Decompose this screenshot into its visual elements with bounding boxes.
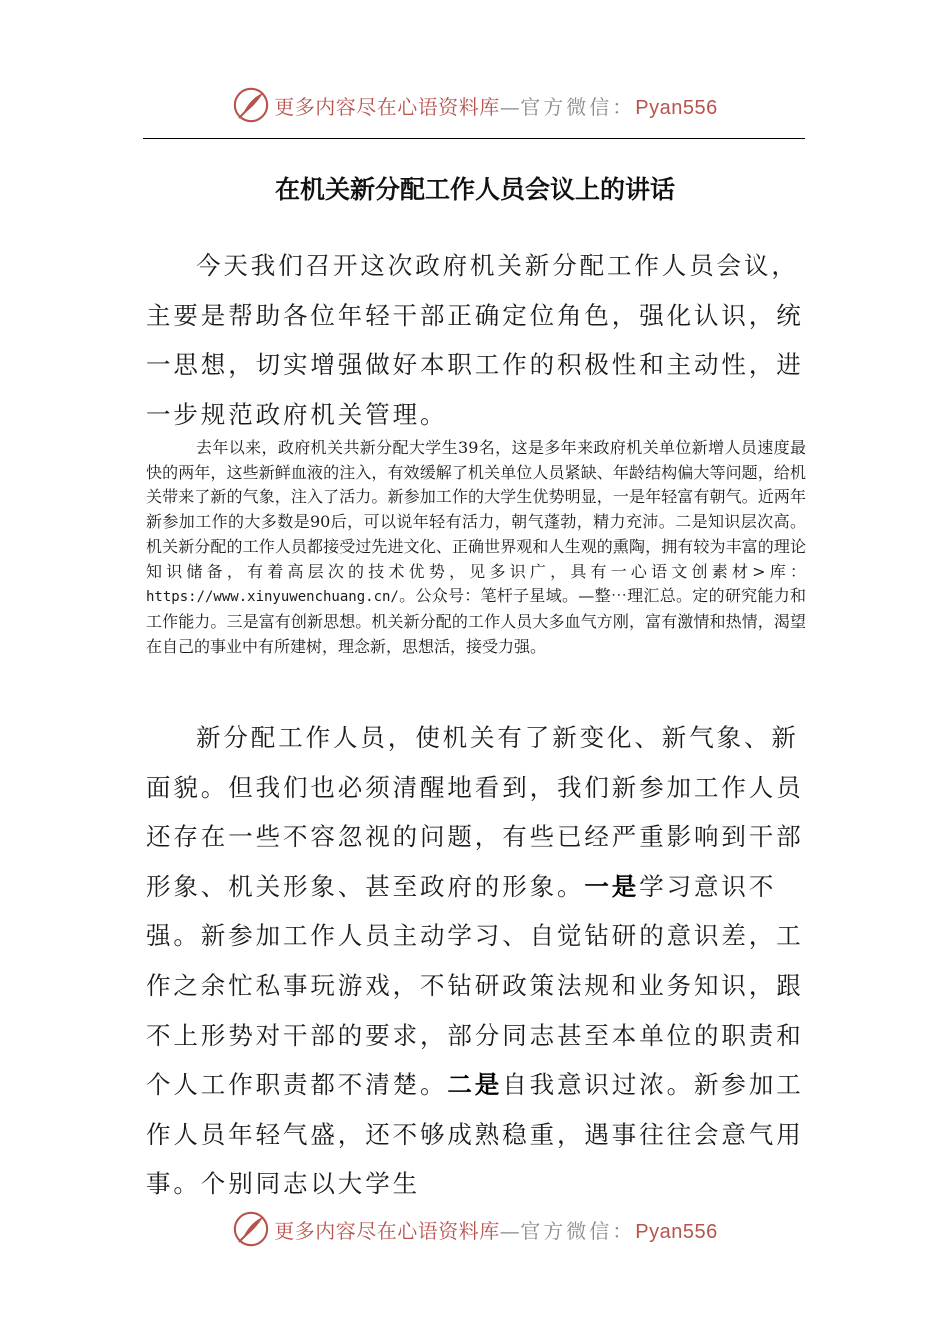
paragraph-2-url: https://www.xinyuwenchuang.cn/	[146, 589, 399, 606]
header-divider	[143, 138, 805, 139]
paragraph-3-text-b: 学习意识不强。新参加工作人员主动学习、自觉钻研的意识差，工作之余忙私事玩游戏，不钻研政策法规和业务知识，跟不上形势对干部的要求，部分同志甚至本单位的职责和个人工作职责都不清楚。	[146, 871, 804, 1100]
point-two-label: 二是	[447, 1070, 503, 1100]
point-one-label: 一是	[584, 871, 640, 901]
paragraph-3-text-a: 新分配工作人员，使机关有了新变化、新气象、新面貌。但我们也必须清醒地看到，我们新参加工作人员还存在一些不容忽视的问题，有些已经严重影响到干部形象、机关形象、甚至政府的形象。	[146, 723, 804, 901]
footer-watermark-wechat-id: Pyan556	[635, 1220, 718, 1243]
header-watermark	[0, 80, 950, 130]
document-title: 在机关新分配工作人员会议上的讲话	[274, 175, 675, 204]
footer-watermark	[0, 1204, 950, 1254]
footer-watermark-separator: —	[499, 1218, 521, 1243]
paragraph-2-text-b: 。公众号：笔杆子星域。—整⋯理汇总。定的研究能力和工作能力。三是富有创新思想。机关新分配的工作人员大多血气方刚，富有激情和热情，渴望在自己的事业中有所建树，理念新，思想活，接受力强。	[146, 586, 806, 656]
quill-logo-icon	[232, 1210, 270, 1248]
watermark-wechat-id: Pyan556	[635, 96, 718, 119]
paragraph-3	[146, 713, 806, 1209]
paragraph-1: 今天我们召开这次政府机关新分配工作人员会议，主要是帮助各位年轻干部正确定位角色，强化认识，统一思想，切实增强做好本职工作的积极性和主动性，进一步规范政府机关管理。	[146, 251, 804, 429]
watermark-main: 更多内容尽在心语资料库	[274, 94, 500, 119]
watermark-official-label: 官方微信：	[520, 94, 636, 119]
paragraph-2-text-a: 去年以来，政府机关共新分配大学生39名，这是多年来政府机关单位新增人员速度最快的两年，这些新鲜血液的注入，有效缓解了机关单位人员紧缺、年龄结构偏大等问题，给机关带来了新的气象，注入了活力。新参加工作的大学生优势明显，一是年轻富有朝气。近两年新参加工作的大多数是90后，可以说年轻有活力，朝气蓬勃，精力充沛。二是知识层次高。机关新分配的工作人员都接受过先进文化、正确世界观和人生观的熏陶，拥有较为丰富的理论知识储备，有着高层次的技术优势，见多识广，具有一心语文创素材>库：	[146, 438, 806, 581]
footer-watermark-text	[274, 1215, 717, 1244]
footer-watermark-official-label: 官方微信：	[520, 1218, 636, 1243]
paragraph-2	[146, 436, 806, 659]
footer-watermark-main: 更多内容尽在心语资料库	[274, 1218, 500, 1243]
quill-logo-icon	[232, 86, 270, 124]
paragraph-3-text-c: 自我意识过浓。新参加工作人员年轻气盛，还不够成熟稳重，遇事往往会意气用事。个别同志以大学生	[146, 1070, 804, 1199]
watermark-text	[274, 91, 717, 120]
watermark-separator: —	[499, 94, 521, 119]
